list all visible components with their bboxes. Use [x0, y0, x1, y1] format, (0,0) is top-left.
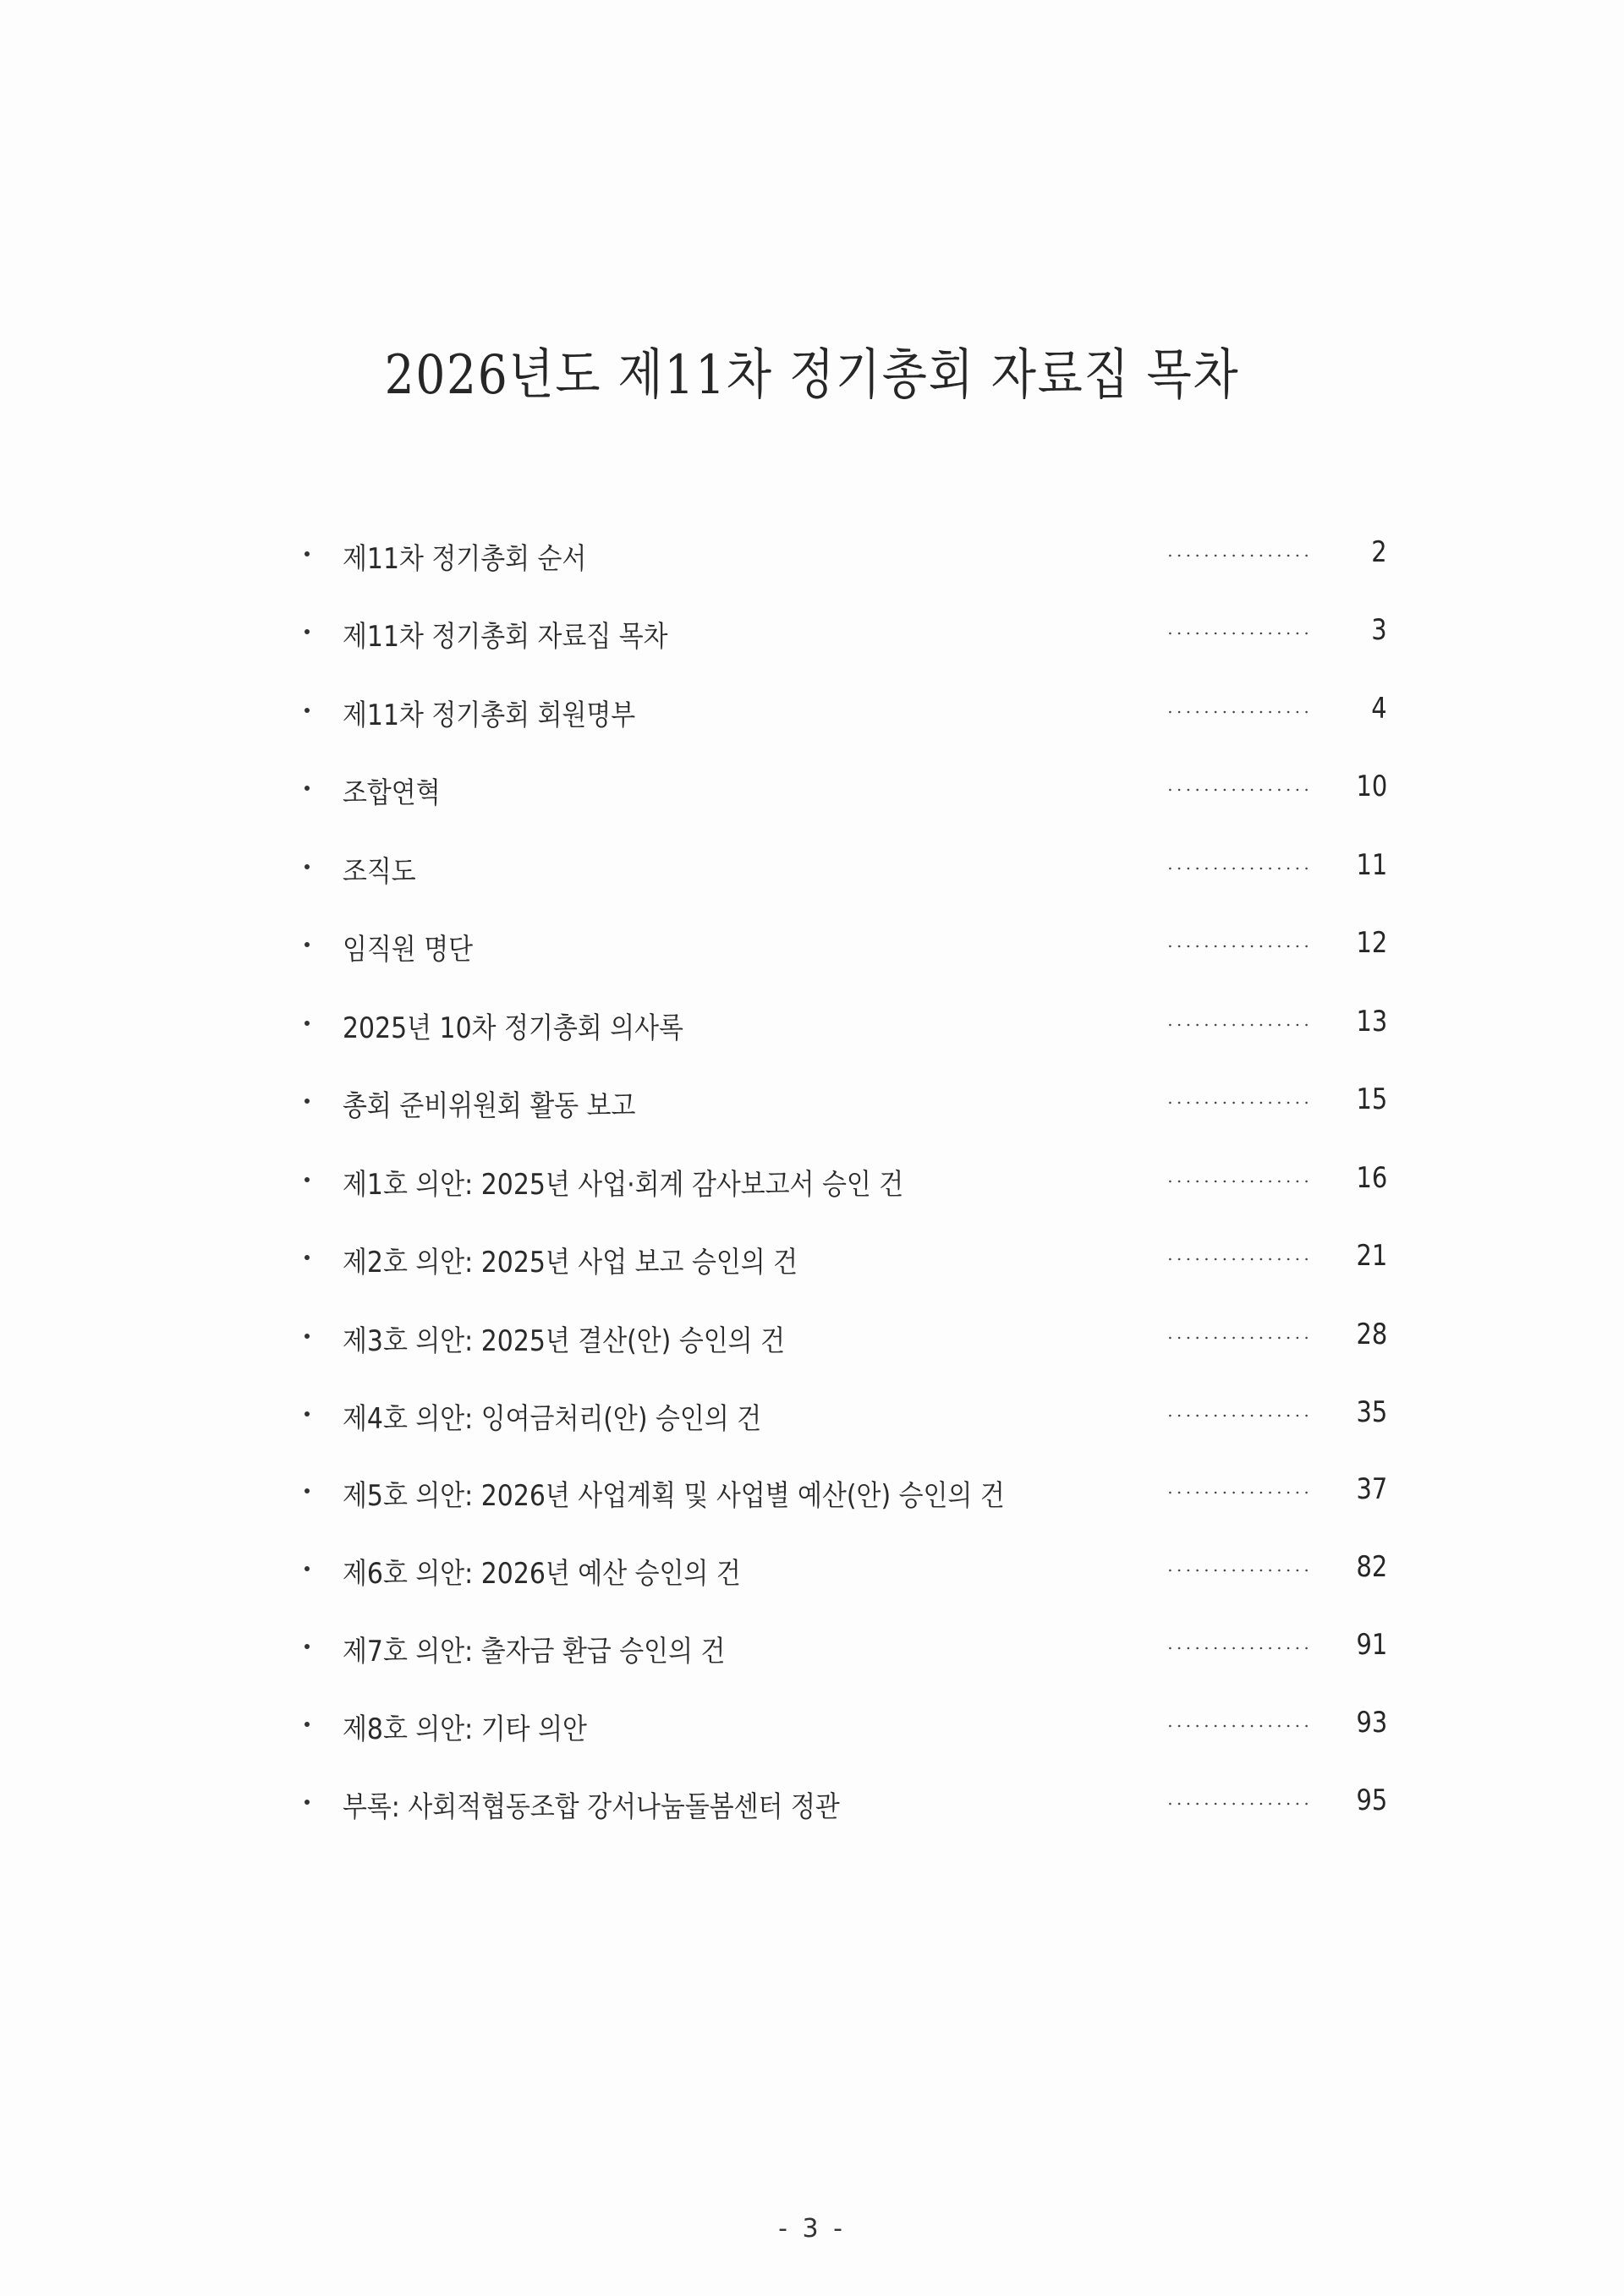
toc-entry-page: 95 — [1356, 1784, 1387, 1817]
toc-entry — [296, 921, 1396, 972]
toc-entry-page: 93 — [1356, 1706, 1387, 1740]
bullet-icon — [304, 1644, 310, 1649]
toc-entry-title: 제6호 의안: 2026년 예산 승인의 건 — [343, 1557, 741, 1591]
toc-entry-page: 21 — [1356, 1239, 1387, 1273]
toc-entry-page: 37 — [1356, 1472, 1387, 1506]
toc-entry-title: 제4호 의안: 잉여금처리(안) 승인의 건 — [343, 1402, 762, 1436]
toc-entry-title: 제11차 정기총회 회원명부 — [343, 699, 636, 732]
bullet-icon — [304, 1722, 310, 1727]
bullet-icon — [304, 864, 310, 869]
bullet-icon — [304, 786, 310, 791]
toc-entry-page: 35 — [1356, 1395, 1387, 1429]
toc-entry-page: 13 — [1356, 1005, 1387, 1038]
dot-leader — [1166, 1647, 1311, 1650]
toc-entry-page: 91 — [1356, 1628, 1387, 1662]
bullet-icon — [304, 1411, 310, 1417]
bullet-icon — [304, 551, 310, 556]
bullet-icon — [304, 1488, 310, 1493]
dot-leader — [1166, 632, 1311, 635]
toc-entry-title: 제11차 정기총회 순서 — [343, 542, 587, 576]
bullet-icon — [304, 629, 310, 634]
toc-entry-page: 11 — [1356, 848, 1387, 882]
toc-entry — [296, 1077, 1396, 1128]
toc-entry — [296, 1701, 1396, 1751]
toc-entry — [296, 764, 1396, 815]
toc-entry — [296, 1000, 1396, 1050]
toc-entry-title: 제1호 의안: 2025년 사업·회계 감사보고서 승인 건 — [343, 1168, 904, 1202]
dot-leader — [1166, 1414, 1311, 1417]
dot-leader — [1166, 1023, 1311, 1027]
toc-entry-title: 조직도 — [343, 855, 416, 889]
toc-entry — [296, 1545, 1396, 1596]
toc-entry — [296, 1156, 1396, 1207]
toc-entry-title: 제2호 의안: 2025년 사업 보고 승인의 건 — [343, 1246, 798, 1280]
toc-entry-page: 12 — [1356, 926, 1387, 960]
bullet-icon — [304, 1566, 310, 1571]
dot-leader — [1166, 554, 1311, 557]
toc-entry-page: 10 — [1356, 770, 1387, 803]
toc-entry — [296, 1467, 1396, 1518]
dot-leader — [1166, 1802, 1311, 1806]
toc-entry — [296, 530, 1396, 581]
toc-entry-page: 4 — [1371, 692, 1387, 726]
bullet-icon — [304, 1255, 310, 1260]
toc-entry-title: 제3호 의안: 2025년 결산(안) 승인의 건 — [343, 1324, 785, 1358]
dot-leader — [1166, 710, 1311, 714]
bullet-icon — [304, 1334, 310, 1339]
bullet-icon — [304, 1177, 310, 1182]
dot-leader — [1166, 1491, 1311, 1494]
toc-entry-page: 28 — [1356, 1318, 1387, 1351]
toc-entry-page: 3 — [1371, 613, 1387, 647]
toc-entry — [296, 1623, 1396, 1674]
toc-entry-title: 제5호 의안: 2026년 사업계획 및 사업별 예산(안) 승인의 건 — [343, 1479, 1005, 1513]
toc-entry — [296, 843, 1396, 894]
toc-entry-title: 제7호 의안: 출자금 환급 승인의 건 — [343, 1635, 726, 1669]
bullet-icon — [304, 708, 310, 713]
dot-leader — [1166, 1101, 1311, 1104]
dot-leader — [1166, 1569, 1311, 1572]
dot-leader — [1166, 867, 1311, 870]
page-number-footer: - 3 - — [778, 2214, 846, 2244]
toc-entry-title: 임직원 명단 — [343, 933, 474, 967]
dot-leader — [1166, 1180, 1311, 1183]
bullet-icon — [304, 942, 310, 947]
toc-entry — [296, 1234, 1396, 1285]
dot-leader — [1166, 788, 1311, 792]
toc-entry-title: 총회 준비위원회 활동 보고 — [343, 1089, 636, 1123]
toc-entry — [296, 687, 1396, 737]
toc-entry — [296, 1312, 1396, 1363]
toc-entry-page: 82 — [1356, 1550, 1387, 1584]
toc-entry — [296, 608, 1396, 659]
toc-entry-title: 제11차 정기총회 자료집 목차 — [343, 620, 668, 654]
toc-entry-page: 16 — [1356, 1161, 1387, 1195]
dot-leader — [1166, 1336, 1311, 1340]
toc-entry-title: 조합연혁 — [343, 776, 441, 810]
toc-entry-title: 2025년 10차 정기총회 의사록 — [343, 1011, 683, 1045]
bullet-icon — [304, 1099, 310, 1104]
toc-entry-title: 제8호 의안: 기타 의안 — [343, 1712, 587, 1746]
dot-leader — [1166, 945, 1311, 948]
bullet-icon — [304, 1800, 310, 1805]
toc-entry — [296, 1390, 1396, 1441]
page-title: 2026년도 제11차 정기총회 자료집 목차 — [384, 344, 1240, 407]
dot-leader — [1166, 1724, 1311, 1728]
dot-leader — [1166, 1258, 1311, 1261]
toc-entry-title: 부록: 사회적협동조합 강서나눔돌봄센터 정관 — [343, 1790, 840, 1824]
toc-entry-page: 2 — [1371, 535, 1387, 569]
bullet-icon — [304, 1021, 310, 1026]
toc-entry — [296, 1778, 1396, 1829]
toc-entry-page: 15 — [1356, 1082, 1387, 1116]
